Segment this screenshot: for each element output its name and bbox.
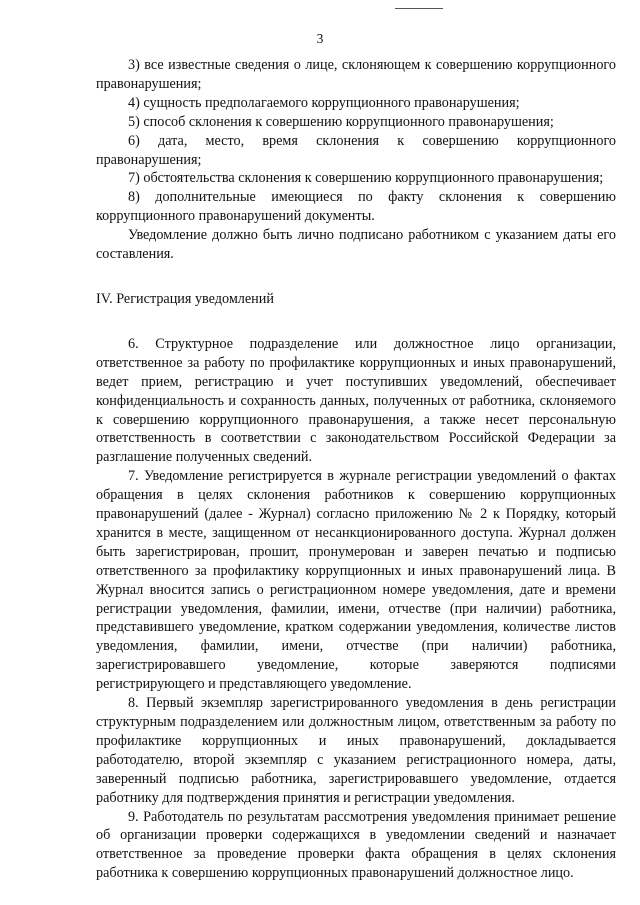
page-number: 3	[316, 31, 324, 46]
list-item-4: 4) сущность предполагаемого коррупционного правонарушения;	[128, 94, 520, 111]
document-body	[96, 56, 616, 883]
list-item-8: 8) дополнительные имеющиеся по факту склонения к совершению коррупционного правонарушений документы.	[96, 189, 616, 225]
section-heading: IV. Регистрация уведомлений	[96, 290, 274, 307]
top-rule	[395, 8, 443, 9]
signature-note: Уведомление должно быть лично подписано работником с указанием даты его составления.	[96, 227, 616, 263]
paragraph-9: 9. Работодатель по результатам рассмотрения уведомления принимает решение об организации проверки содержащихся в уведомлении сведений и назначает ответственное за проведение проверки факта обращения в целях склонения работника к совершению коррупционных правонарушений должностное лицо.	[96, 808, 616, 882]
list-item-3: 3) все известные сведения о лице, склоняющем к совершению коррупционного правонарушения;	[96, 57, 616, 92]
list-item-6: 6) дата, место, время склонения к совершению коррупционного правонарушения;	[96, 132, 616, 168]
paragraph-6: 6. Структурное подразделение или должностное лицо организации, ответственное за работу по профилактике коррупционных и иных правонарушений, ведет прием, регистрацию и учет поступивших уведомлений, обеспечивает конфиденциальность и сохранность данных, полученных от работника, склоняемого к совершению коррупционного правонарушения, а также несет персональную ответственность в соответствии с законодательством Российской Федерации за разглашение полученных сведений.	[96, 335, 616, 466]
list-item-5: 5) способ склонения к совершению коррупционного правонарушения;	[128, 113, 554, 130]
paragraph-7: 7. Уведомление регистрируется в журнале регистрации уведомлений о фактах обращения в целях склонения работников к совершению коррупционных правонарушений (далее - Журнал) согласно приложению № 2 к Порядку, который хранится в месте, защищенном от несанкционированного доступа. Журнал должен быть зарегистрирован, прошит, пронумерован и заверен печатью и подписью ответственного за профилактику коррупционных и иных правонарушений лица. В Журнал вносится запись о регистрационном номере уведомления, дате и времени регистрации уведомления, фамилии, имени, отчестве (при наличии) работника, представившего уведомление, кратком содержании уведомления, количестве листов уведомления, фамилии, имени, отчестве (при наличии) работника, зарегистрировавшего уведомление, которые заверяются подписями регистрирующего и представляющего уведомление.	[96, 468, 616, 693]
list-item-7: 7) обстоятельства склонения к совершению коррупционного правонарушения;	[128, 170, 604, 187]
paragraph-8: 8. Первый экземпляр зарегистрированного уведомления в день регистрации структурным подразделением или должностным лицом, ответственным за работу по профилактике коррупционных и иных правонарушений, докладывается работодателю, второй экземпляр с указанием регистрационного номера, даты, заверенный подписью работника, зарегистрировавшего уведомление, отдается работнику для подтверждения принятия и регистрации уведомления.	[96, 695, 616, 806]
